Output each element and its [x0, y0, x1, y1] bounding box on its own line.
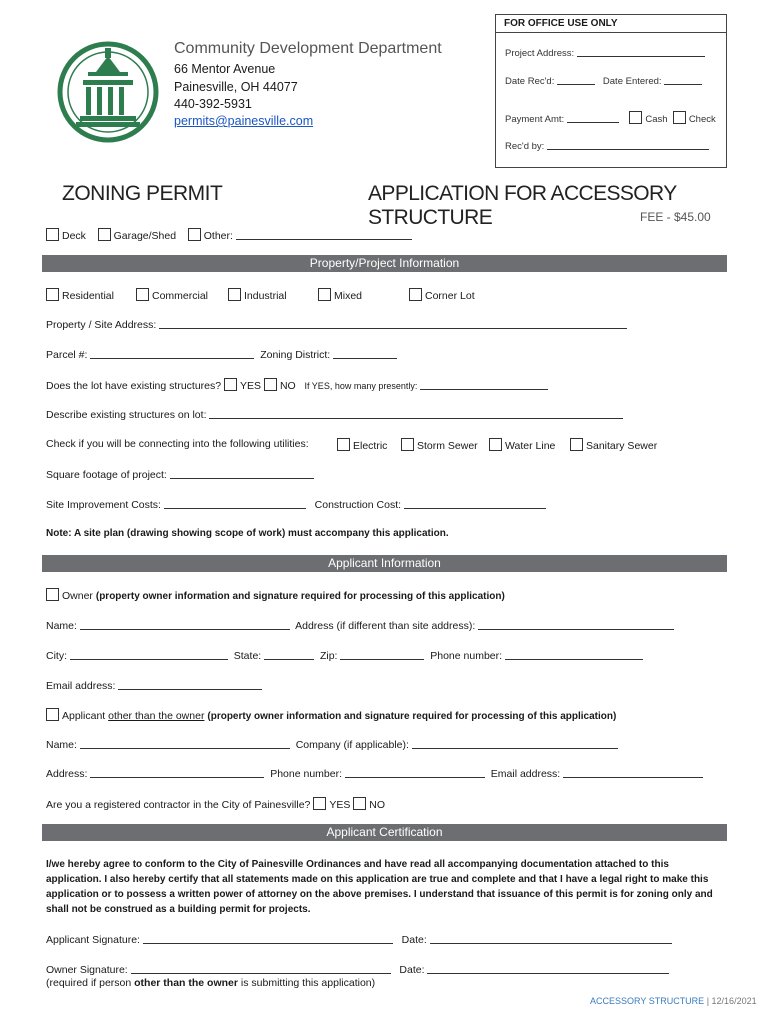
office-project-address: Project Address:	[505, 46, 705, 59]
applicant-name-row: Name: Company (if applicable):	[46, 738, 618, 751]
applicant-phone-field[interactable]	[345, 767, 485, 778]
owner-email-row: Email address:	[46, 679, 262, 692]
contractor-no-checkbox[interactable]	[353, 797, 366, 810]
city-field[interactable]	[70, 649, 228, 660]
zone-option-industrial[interactable]: Industrial	[228, 288, 287, 302]
applicant-section-header: Applicant Information	[42, 555, 727, 572]
describe-field[interactable]	[209, 408, 623, 419]
office-recd-by: Rec'd by:	[505, 139, 709, 152]
applicant-name-field[interactable]	[80, 738, 290, 749]
department-phone: 440-392-5931	[174, 97, 252, 111]
office-dates: Date Rec'd: Date Entered:	[505, 74, 702, 87]
owner-date-field[interactable]	[427, 963, 669, 974]
footer-form-name: ACCESSORY STRUCTURE	[590, 996, 705, 1006]
owner-checkbox[interactable]	[46, 588, 59, 601]
owner-address-field[interactable]	[478, 619, 674, 630]
cash-checkbox[interactable]	[629, 111, 642, 124]
application-title: APPLICATION FOR ACCESSORY STRUCTURE	[368, 182, 677, 229]
applicant-email-field[interactable]	[563, 767, 703, 778]
owner-row: Owner (property owner information and signature required for processing of this application)	[46, 588, 505, 602]
owner-phone-field[interactable]	[505, 649, 643, 660]
check-checkbox[interactable]	[673, 111, 686, 124]
sqft-row: Square footage of project:	[46, 468, 314, 481]
office-use-box	[495, 14, 727, 168]
state-field[interactable]	[264, 649, 314, 660]
zone-option-commercial[interactable]: Commercial	[136, 288, 208, 302]
existing-no-checkbox[interactable]	[264, 378, 277, 391]
zip-field[interactable]	[340, 649, 424, 660]
department-address-line2: Painesville, OH 44077	[174, 80, 298, 94]
city-seal-logo	[48, 30, 168, 160]
zone-option-mixed[interactable]: Mixed	[318, 288, 362, 302]
applicant-row: Applicant other than the owner (property owner information and signature required for processing of this application)	[46, 708, 616, 722]
department-name: Community Development Department	[174, 40, 442, 57]
zoning-permit-title: ZONING PERMIT	[62, 182, 223, 205]
costs-row: Site Improvement Costs: Construction Cost:	[46, 498, 546, 511]
zone-option-residential[interactable]: Residential	[46, 288, 114, 302]
property-section-header: Property/Project Information	[42, 255, 727, 272]
certification-section-header: Applicant Certification	[42, 824, 727, 841]
parcel-row: Parcel #: Zoning District:	[46, 348, 397, 361]
other-field[interactable]	[236, 229, 412, 240]
deck-checkbox[interactable]	[46, 228, 59, 241]
footer-date: | 12/16/2021	[706, 996, 757, 1006]
applicant-signature-field[interactable]	[143, 933, 393, 944]
utility-electric[interactable]: Electric	[337, 438, 387, 452]
sqft-field[interactable]	[170, 468, 314, 479]
contractor-yes-checkbox[interactable]	[313, 797, 326, 810]
utilities-question: Check if you will be connecting into the following utilities:	[46, 438, 309, 450]
applicant-checkbox[interactable]	[46, 708, 59, 721]
other-checkbox[interactable]	[188, 228, 201, 241]
site-address-field[interactable]	[159, 318, 627, 329]
owner-signature-note: (required if person other than the owner is submitting this application)	[46, 977, 376, 989]
zone-option-corner-lot[interactable]: Corner Lot	[409, 288, 475, 302]
office-payment: Payment Amt: Cash Check	[505, 111, 716, 125]
owner-name-row: Name: Address (if different than site address):	[46, 619, 674, 632]
owner-signature-field[interactable]	[131, 963, 391, 974]
zoning-district-field[interactable]	[333, 348, 397, 359]
applicant-signature-row: Applicant Signature: Date:	[46, 933, 672, 946]
existing-structures-row: Does the lot have existing structures? YES NO If YES, how many presently:	[46, 378, 548, 392]
utility-water-line[interactable]: Water Line	[489, 438, 555, 452]
department-email-link[interactable]: permits@painesville.com	[174, 114, 314, 128]
applicant-address-row: Address: Phone number: Email address:	[46, 767, 703, 780]
owner-signature-row: Owner Signature: Date:	[46, 963, 669, 976]
owner-name-field[interactable]	[80, 619, 290, 630]
existing-yes-checkbox[interactable]	[224, 378, 237, 391]
how-many-field[interactable]	[420, 379, 548, 390]
site-cost-field[interactable]	[164, 498, 306, 509]
owner-city-row: City: State: Zip: Phone number:	[46, 649, 643, 662]
structure-type-row: Deck Garage/Shed Other:	[46, 228, 412, 242]
site-address-row: Property / Site Address:	[46, 318, 627, 331]
site-plan-note: Note: A site plan (drawing showing scope of work) must accompany this application.	[46, 528, 449, 539]
construction-cost-field[interactable]	[404, 498, 546, 509]
parcel-field[interactable]	[90, 348, 254, 359]
department-address-line1: 66 Mentor Avenue	[174, 62, 276, 76]
office-use-title: FOR OFFICE USE ONLY	[496, 15, 726, 33]
contractor-row: Are you a registered contractor in the City of Painesville? YES NO	[46, 799, 385, 811]
applicant-date-field[interactable]	[430, 933, 672, 944]
owner-email-field[interactable]	[118, 679, 262, 690]
certification-text: I/we hereby agree to conform to the City of Painesville Ordinances and have read all accompanying documentation attached to this application. I also hereby certify that all statements made on this application are true and complete and that I have a legal right to make this application or to possess a written power of attorney on the above premises. I understand that issuance of this permit is for zoning only and shall not be construed as a building permit for projects.	[46, 859, 713, 915]
applicant-address-field[interactable]	[90, 767, 264, 778]
utility-storm-sewer[interactable]: Storm Sewer	[401, 438, 478, 452]
footer	[590, 996, 757, 1006]
utility-sanitary-sewer[interactable]: Sanitary Sewer	[570, 438, 657, 452]
garage-shed-checkbox[interactable]	[98, 228, 111, 241]
fee-label: FEE - $45.00	[640, 210, 711, 224]
company-field[interactable]	[412, 738, 618, 749]
describe-row: Describe existing structures on lot:	[46, 408, 623, 421]
